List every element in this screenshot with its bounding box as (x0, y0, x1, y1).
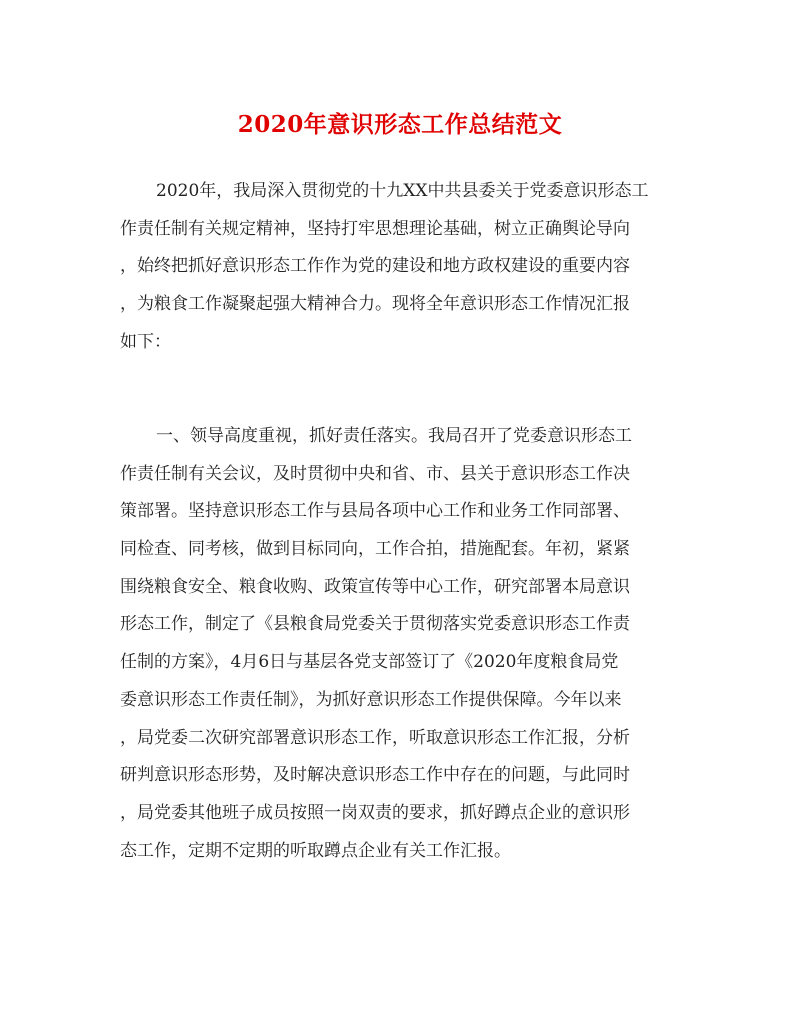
paragraph-line: 同检查、同考核，做到目标同向，工作合拍，措施配套。年初，紧紧 (120, 539, 630, 560)
paragraph-line: 围绕粮食安全、粮食收购、政策宣传等中心工作，研究部署本局意识 (120, 576, 630, 597)
paragraph-line: 形态工作，制定了《县粮食局党委关于贯彻落实党委意识形态工作责 (120, 614, 630, 635)
paragraph-line: ，局党委二次研究部署意识形态工作，听取意识形态工作汇报，分析 (120, 727, 630, 748)
paragraph-line: 作责任制有关会议，及时贯彻中央和省、市、县关于意识形态工作决 (120, 463, 630, 484)
paragraph-line: ，始终把抓好意识形态工作作为党的建设和地方政权建设的重要内容 (120, 256, 630, 277)
paragraph-line: 策部署。坚持意识形态工作与县局各项中心工作和业务工作同部署、 (120, 501, 630, 522)
paragraph-line: 2020年，我局深入贯彻党的十九XX中共县委关于党委意识形态工 (156, 181, 649, 201)
paragraph-line: ，局党委其他班子成员按照一岗双责的要求，抓好蹲点企业的意识形 (120, 802, 630, 823)
paragraph-line: 作责任制有关规定精神，坚持打牢思想理论基础，树立正确舆论导向 (120, 218, 630, 239)
paragraph-line: ，为粮食工作凝聚起强大精神合力。现将全年意识形态工作情况汇报 (120, 294, 630, 315)
paragraph-line: 委意识形态工作责任制》，为抓好意识形态工作提供保障。今年以来 (120, 689, 622, 710)
paragraph-line: 研判意识形态形势，及时解决意识形态工作中存在的问题，与此同时 (120, 765, 630, 786)
paragraph-line: 如下： (120, 331, 171, 352)
paragraph-line: 任制的方案》，4月6日与基层各党支部签订了《2020年度粮食局党 (120, 652, 619, 673)
paragraph-section-1 (120, 418, 680, 870)
paragraph-intro (120, 173, 680, 361)
paragraph-line: 一、领导高度重视，抓好责任落实。我局召开了党委意识形态工 (156, 426, 632, 446)
document-title: 2020年意识形态工作总结范文 (237, 111, 563, 138)
paragraph-line: 态工作，定期不定期的听取蹲点企业有关工作汇报。 (120, 840, 511, 861)
